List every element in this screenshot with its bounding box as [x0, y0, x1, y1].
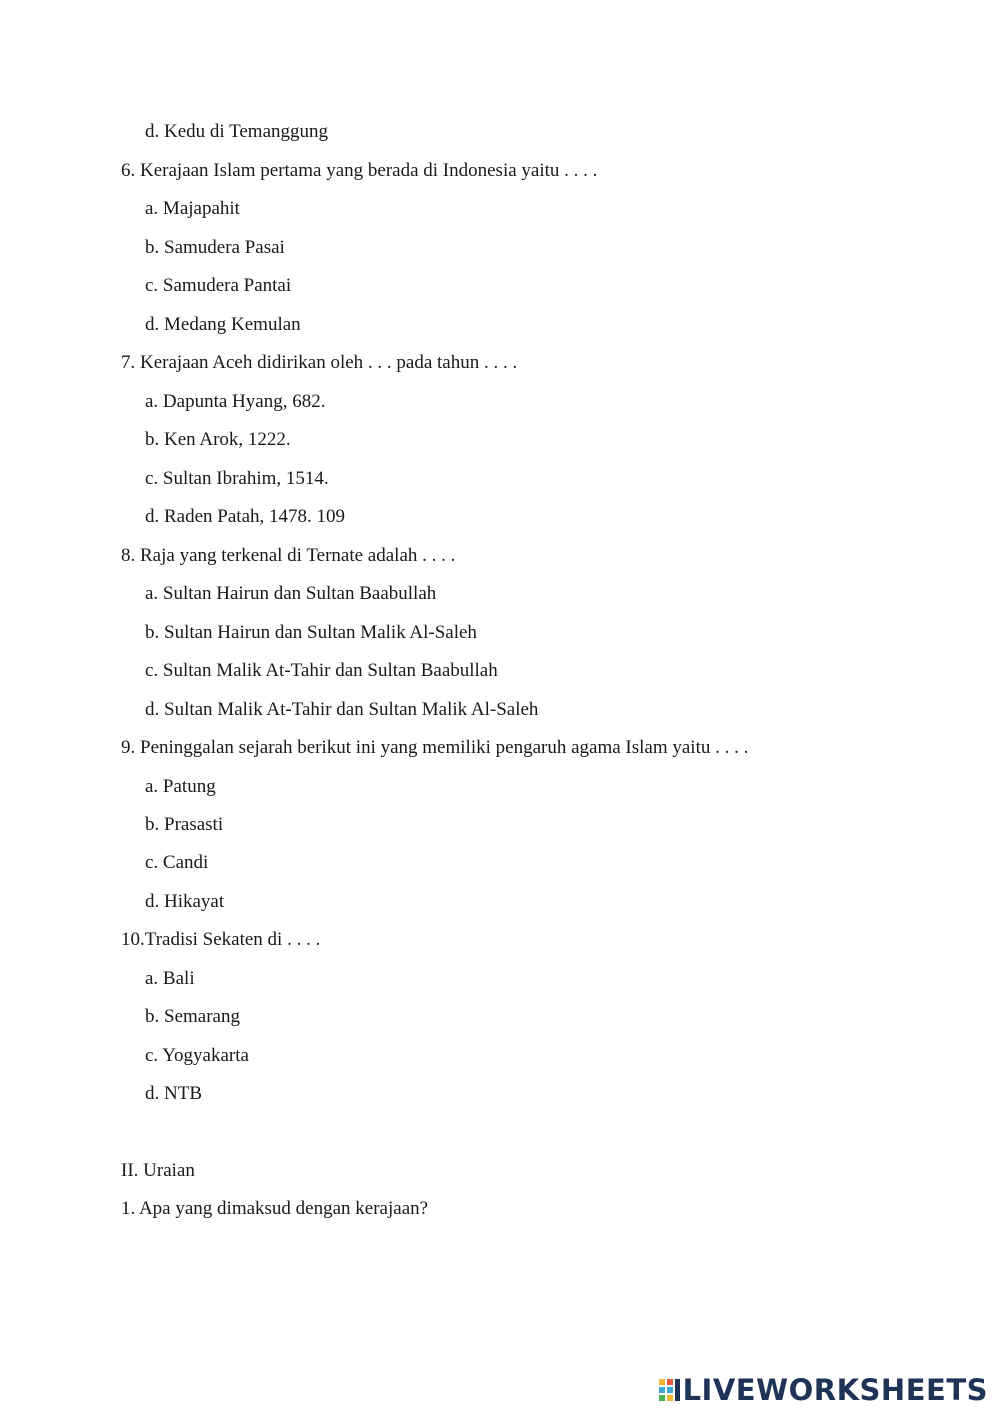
- question-6: 6. Kerajaan Islam pertama yang berada di Indonesia yaitu . . . .: [121, 160, 598, 181]
- option-8b: b. Sultan Hairun dan Sultan Malik Al-Saleh: [145, 622, 477, 643]
- option-7d: d. Raden Patah, 1478. 109: [145, 506, 346, 527]
- question-10: 10.Tradisi Sekaten di . . . .: [121, 929, 321, 950]
- option-9d: d. Hikayat: [145, 891, 225, 912]
- option-8d: d. Sultan Malik At-Tahir dan Sultan Malik Al-Saleh: [145, 699, 539, 720]
- option-10d: d. NTB: [145, 1083, 202, 1104]
- question-8: 8. Raja yang terkenal di Ternate adalah . . . .: [121, 545, 456, 566]
- liveworksheets-logo: [659, 1374, 988, 1406]
- logo-square-1: [659, 1379, 665, 1385]
- option-7a: a. Dapunta Hyang, 682.: [145, 391, 326, 412]
- option-6c: c. Samudera Pantai: [145, 275, 292, 296]
- option-10b: b. Semarang: [145, 1006, 240, 1027]
- option-7b: b. Ken Arok, 1222.: [145, 429, 291, 450]
- option-9c: c. Candi: [145, 852, 209, 873]
- option-8a: a. Sultan Hairun dan Sultan Baabullah: [145, 583, 437, 604]
- logo-square-6: [667, 1395, 673, 1401]
- liveworksheets-logo-text: LIVEWORKSHEETS: [682, 1373, 988, 1407]
- logo-bar: [675, 1379, 680, 1401]
- section-heading-uraian: II. Uraian: [121, 1160, 195, 1181]
- option-5d: d. Kedu di Temanggung: [145, 121, 329, 142]
- option-10a: a. Bali: [145, 968, 195, 989]
- option-7c: c. Sultan Ibrahim, 1514.: [145, 468, 329, 489]
- option-6b: b. Samudera Pasai: [145, 237, 285, 258]
- question-9: 9. Peninggalan sejarah berikut ini yang memiliki pengaruh agama Islam yaitu . . . .: [121, 737, 749, 758]
- option-9b: b. Prasasti: [145, 814, 224, 835]
- logo-square-2: [659, 1387, 665, 1393]
- logo-square-3: [659, 1395, 665, 1401]
- liveworksheets-logo-icon: [659, 1377, 681, 1403]
- option-6a: a. Majapahit: [145, 198, 240, 219]
- option-8c: c. Sultan Malik At-Tahir dan Sultan Baabullah: [145, 660, 498, 681]
- option-10c: c. Yogyakarta: [145, 1045, 249, 1066]
- option-9a: a. Patung: [145, 776, 216, 797]
- logo-square-5: [667, 1387, 673, 1393]
- option-6d: d. Medang Kemulan: [145, 314, 301, 335]
- essay-question-1: 1. Apa yang dimaksud dengan kerajaan?: [121, 1198, 429, 1219]
- question-7: 7. Kerajaan Aceh didirikan oleh . . . pada tahun . . . .: [121, 352, 518, 373]
- logo-square-4: [667, 1379, 673, 1385]
